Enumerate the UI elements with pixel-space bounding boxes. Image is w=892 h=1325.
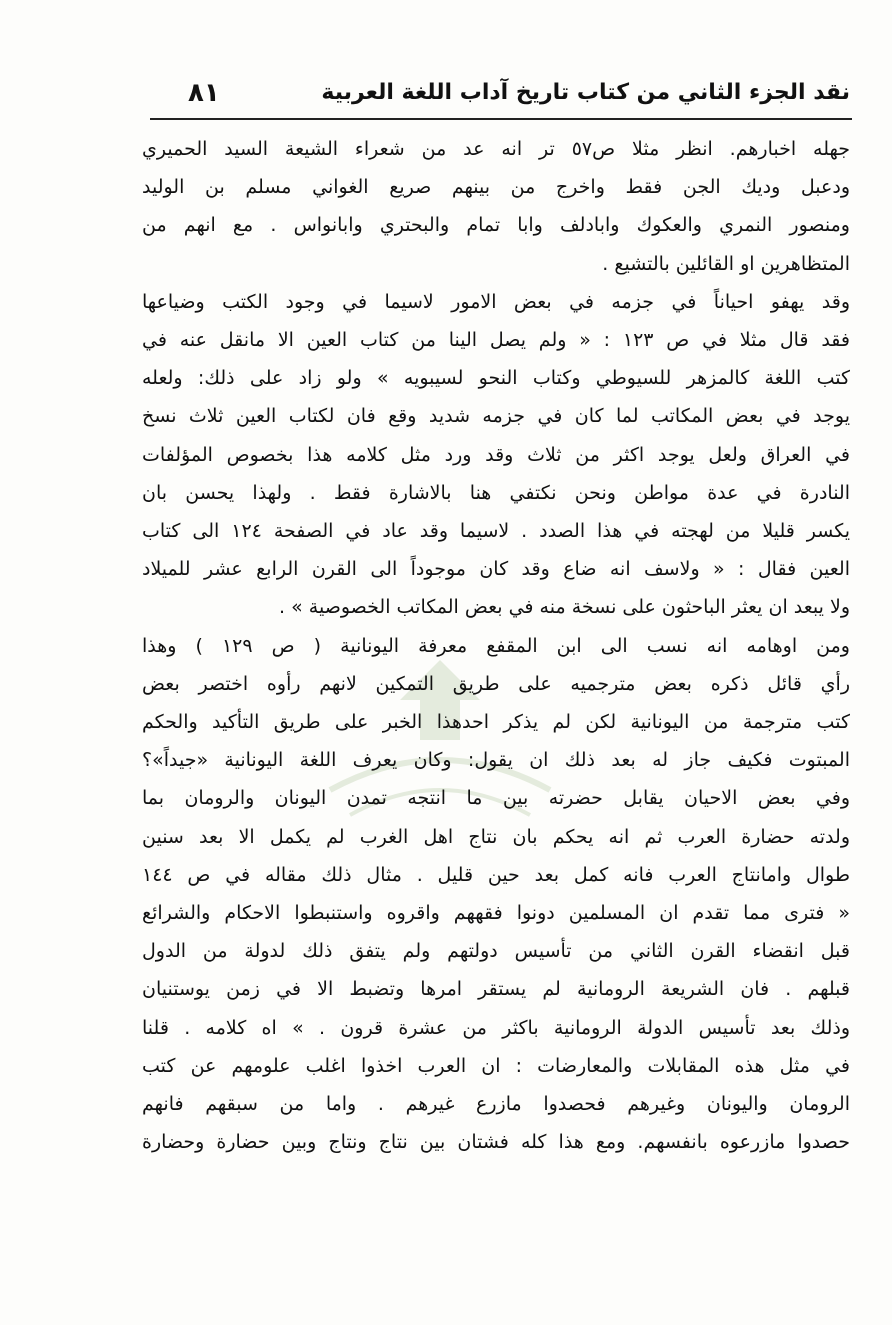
text-line-22: قبل انقضاء القرن الثاني من تأسيس دولتهم ولم يتفق ذلك لدولة من الدول <box>142 940 850 963</box>
text-line-7: كتب اللغة كالمزهر للسيوطي وكتاب النحو لسيبويه » ولو زاد على ذلك: ولعله <box>142 367 850 390</box>
text-line-11: يكسر قليلا من لهجته في هذا الصدد . لاسيما وقد عاد في الصفحة ١٢٤ الى كتاب <box>142 520 850 543</box>
text-line-8: يوجد في بعض المكاتب لما كان في جزمه شديد وقع فان لكتاب العين ثلاث نسخ <box>142 405 850 428</box>
text-line-19: ولدته حضارة العرب ثم انه يحكم بان نتاج اهل الغرب لم يكمل الا بعد سنين <box>142 825 850 848</box>
text-line-15: رأي قائل ذكره بعض مترجميه على طريق التمكين لانهم رأوه اختصر بعض <box>142 672 850 695</box>
text-line-3: ومنصور النمري والعكوك وابادلف وابا تمام والبحتري وابانواس . مع انهم من <box>142 214 850 237</box>
text-line-5: وقد يهفو احياناً في جزمه في بعض الامور لاسيما في وجود الكتب وضياعها <box>142 290 850 313</box>
body-text <box>142 130 850 1161</box>
text-line-12: العين فقال : « ولاسف انه ضاع وقد كان موجوداً الى القرن الرابع عشر للميلاد <box>142 558 850 581</box>
text-line-16: كتب مترجمة من اليونانية لكن لم يذكر احدهذا الخبر على طريق التأكيد والحكم <box>142 711 850 734</box>
running-title: نقد الجزء الثاني من كتاب تاريخ آداب اللغة العربية <box>321 80 850 105</box>
page-number: ٨١ <box>188 78 220 108</box>
text-line-20: طوال وامانتاج العرب فانه كمل بعد حين قليل . مثال ذلك مقاله في ص ١٤٤ <box>142 863 850 886</box>
text-line-2: ودعبل وديك الجن فقط واخرج من بينهم صريع الغواني مسلم بن الوليد <box>142 176 850 199</box>
text-line-21: « فترى مما تقدم ان المسلمين دونوا فقههم واقروه واستنبطوا الاحكام والشرائع <box>142 902 850 925</box>
text-line-18: وفي بعض الاحيان يقابل حضرته بين ما انتجه تمدن اليونان والرومان بما <box>142 787 850 810</box>
text-line-26: الرومان واليونان وغيرهم فحصدوا مازرع غيرهم . واما من سبقهم فانهم <box>142 1093 850 1116</box>
header-rule <box>150 118 852 120</box>
text-line-9: في العراق ولعل يوجد اكثر من ثلاث وقد ورد مثل كلامه هذا بخصوص المؤلفات <box>142 443 850 466</box>
text-line-25: في مثل هذه المقابلات والمعارضات : ان العرب اخذوا اغلب علومهم عن كتب <box>142 1054 850 1077</box>
text-line-13: ولا يبعد ان يعثر الباحثون على نسخة منه في بعض المكاتب الخصوصية » . <box>279 596 850 619</box>
page-header <box>150 72 850 118</box>
text-line-14: ومن اوهامه انه نسب الى ابن المقفع معرفة اليونانية ( ص ١٢٩ ) وهذا <box>142 634 850 657</box>
text-line-10: النادرة في عدة مواطن ونحن نكتفي هنا بالاشارة فقط . ولهذا يحسن بان <box>142 481 850 504</box>
text-line-17: المبتوت فكيف جاز له بعد ذلك ان يقول: وكان يعرف اللغة اليونانية «جيداً»؟ <box>142 749 850 772</box>
text-line-24: وذلك بعد تأسيس الدولة الرومانية باكثر من عشرة قرون . » اه كلامه . قلنا <box>142 1016 850 1039</box>
text-line-23: قبلهم . فان الشريعة الرومانية لم يستقر امرها وتضبط الا في زمن يوستنيان <box>142 978 850 1001</box>
text-line-4: المتظاهرين او القائلين بالتشيع . <box>602 252 850 275</box>
text-line-1: جهله اخبارهم. انظر مثلا ص٥٧ تر انه عد من شعراء الشيعة السيد الحميري <box>142 138 850 160</box>
text-line-6: فقد قال مثلا في ص ١٢٣ : « ولم يصل الينا من كتاب العين الا مانقل عنه في <box>142 329 850 352</box>
text-line-27: حصدوا مازرعوه بانفسهم. ومع هذا كله فشتان بين نتاج ونتاج وبين حضارة وحضارة <box>142 1131 850 1154</box>
